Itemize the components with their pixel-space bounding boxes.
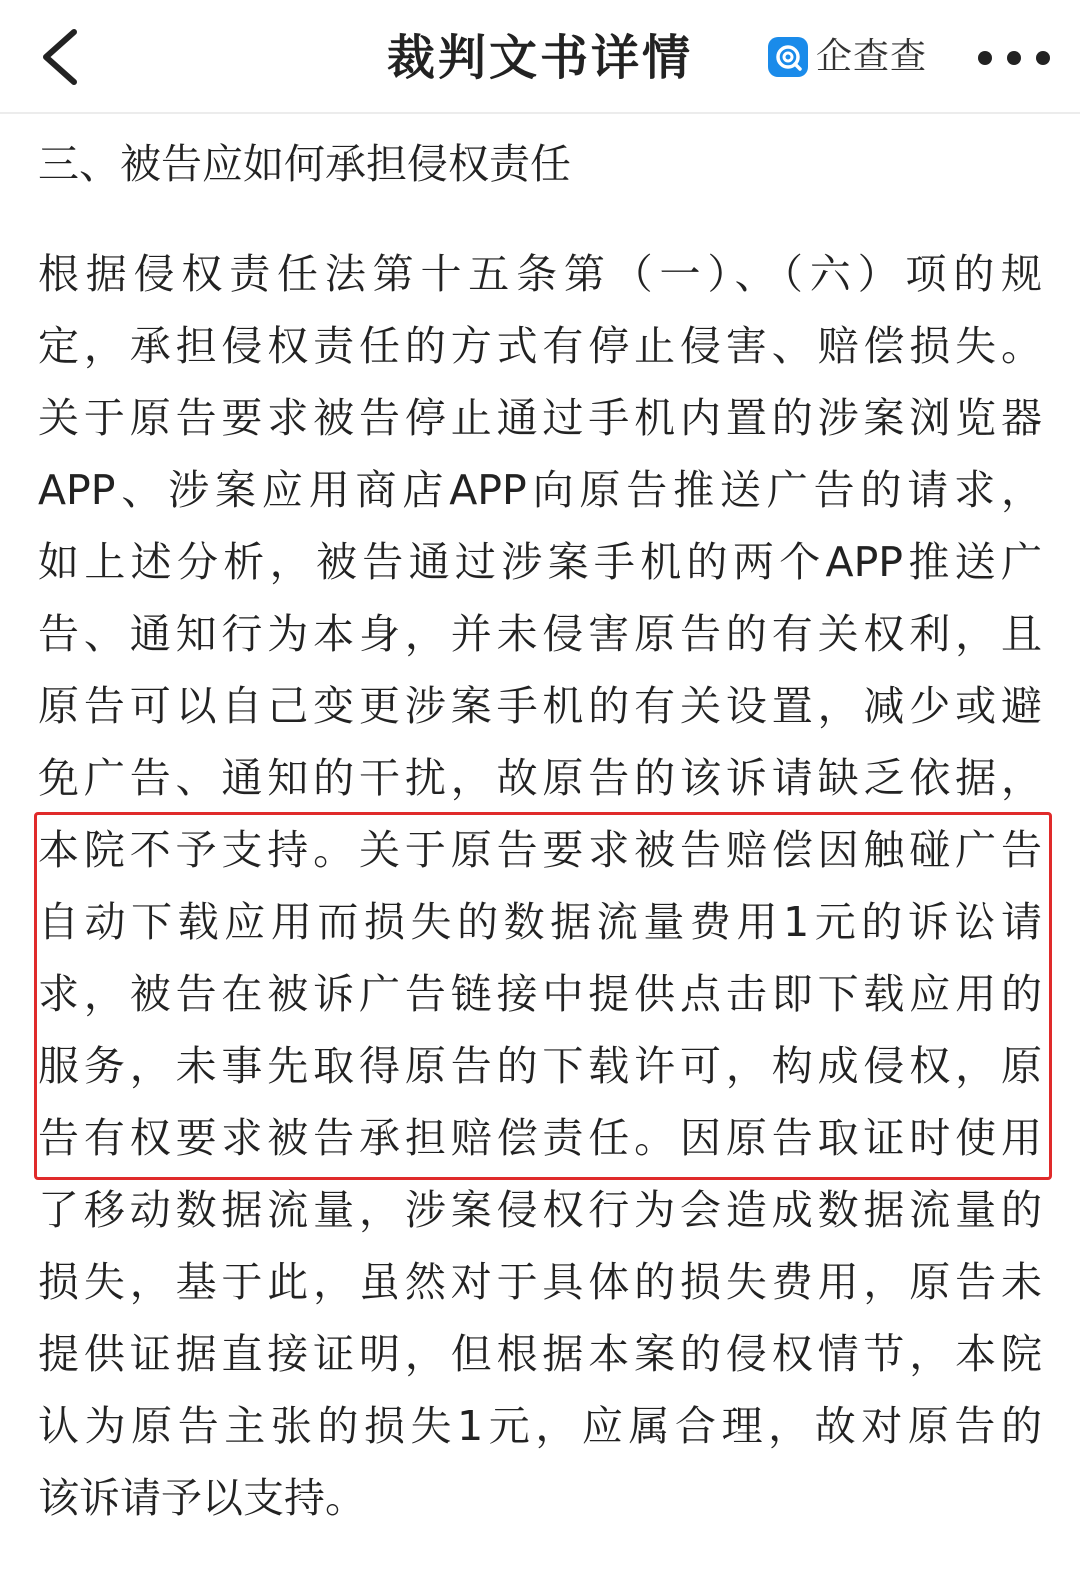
- paragraph-line: 求，被告在被诉广告链接中提供点击即下载应用的: [38, 970, 1042, 1018]
- more-dots-icon: [1007, 51, 1021, 65]
- paragraph-line: APP、涉案应用商店APP向原告推送广告的请求，: [38, 466, 1042, 514]
- paragraph-line: 如上述分析，被告通过涉案手机的两个APP推送广: [38, 538, 1042, 586]
- more-dots-icon: [978, 51, 992, 65]
- more-dots-icon: [1036, 51, 1050, 65]
- paragraph-line: 根据侵权责任法第十五条第（一）、（六）项的规: [38, 250, 1042, 298]
- paragraph-line: 定，承担侵权责任的方式有停止侵害、赔偿损失。: [38, 322, 1042, 370]
- paragraph-line: 免广告、通知的干扰，故原告的该诉请缺乏依据，: [38, 754, 1042, 802]
- paragraph-line: 原告可以自己变更涉案手机的有关设置，减少或避: [38, 682, 1042, 730]
- more-options-button[interactable]: [978, 38, 1050, 78]
- paragraph-line: 关于原告要求被告停止通过手机内置的涉案浏览器: [38, 394, 1042, 442]
- paragraph-line: 服务，未事先取得原告的下载许可，构成侵权，原: [38, 1042, 1042, 1090]
- paragraph-line: 该诉请予以支持。: [38, 1474, 366, 1522]
- paragraph-line: 了移动数据流量，涉案侵权行为会造成数据流量的: [38, 1186, 1042, 1234]
- page-title: 裁判文书详情: [386, 30, 693, 86]
- paragraph-line: 提供证据直接证明，但根据本案的侵权情节，本院: [38, 1330, 1042, 1378]
- brand-logo-group: [768, 34, 927, 80]
- brand-logo-icon: [768, 37, 808, 77]
- paragraph-line: 损失，基于此，虽然对于具体的损失费用，原告未: [38, 1258, 1042, 1306]
- brand-name: 企查查: [816, 36, 928, 77]
- section-heading: 三、被告应如何承担侵权责任: [38, 140, 571, 188]
- paragraph-line: 告有权要求被告承担赔偿责任。因原告取证时使用: [38, 1114, 1042, 1162]
- navigation-bar: [0, 0, 1080, 114]
- paragraph-line: 认为原告主张的损失1元，应属合理，故对原告的: [38, 1402, 1042, 1450]
- paragraph-line: 自动下载应用而损失的数据流量费用1元的诉讼请: [38, 898, 1042, 946]
- paragraph-line: 告、通知行为本身，并未侵害原告的有关权利，且: [38, 610, 1042, 658]
- paragraph-line: 本院不予支持。关于原告要求被告赔偿因触碰广告: [38, 826, 1042, 874]
